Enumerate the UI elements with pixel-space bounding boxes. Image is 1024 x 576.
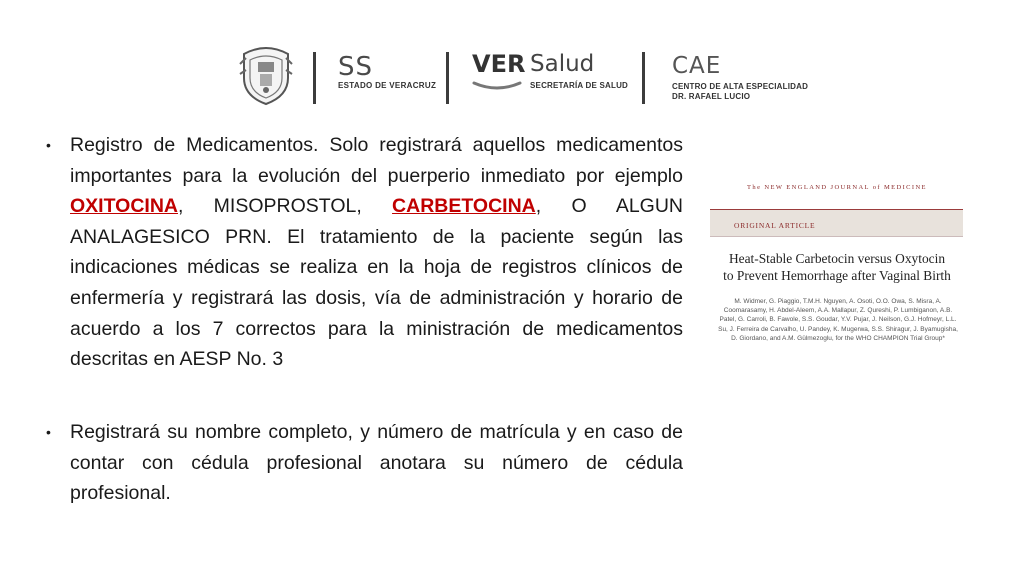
bullet-item-nurse-signature: Registrará su nombre completo, y número de matrícula y en caso de contar con cédula profesional anotara su número de cédula profesional. xyxy=(70,421,683,505)
bullet-item-medication-registry xyxy=(70,130,683,375)
nejm-article-image xyxy=(702,178,972,378)
article-title-line1: Heat-Stable Carbetocin versus Oxytocin xyxy=(728,251,946,266)
ver-logo-text: VER xyxy=(472,50,526,78)
cae-logo-line1: CENTRO DE ALTA ESPECIALIDAD xyxy=(672,82,809,91)
bullet-icon: • xyxy=(46,137,51,153)
article-title-line2: to Prevent Hemorrhage after Vaginal Birth xyxy=(723,268,951,283)
journal-name: The NEW ENGLAND JOURNAL of MEDICINE xyxy=(747,184,927,191)
ver-logo-subtitle: SECRETARÍA DE SALUD xyxy=(530,81,629,90)
veracruz-coat-of-arms-icon xyxy=(238,44,294,106)
section-label: ORIGINAL ARTICLE xyxy=(734,221,816,230)
bullet-text: Registro de Medicamentos. Solo registrará aquellos medicamentos importantes para la evolución del puerperio inmediato por ejemplo xyxy=(70,134,683,187)
ver-swoosh-icon xyxy=(472,80,522,92)
highlight-oxitocina: OXITOCINA xyxy=(70,195,178,218)
logo-divider xyxy=(313,52,316,104)
article-title xyxy=(702,250,972,284)
bullet-icon: • xyxy=(46,424,51,440)
section-banner xyxy=(710,209,963,237)
header-logos xyxy=(0,0,1024,120)
bullet-text: , MISOPROSTOL, xyxy=(177,195,393,218)
cae-logo-line2: DR. RAFAEL LUCIO xyxy=(672,92,751,101)
logo-divider xyxy=(446,52,449,104)
cae-logo-text: CAE xyxy=(672,53,722,79)
highlight-carbetocina: CARBETOCINA xyxy=(392,195,536,218)
salud-logo-text: Salud xyxy=(530,51,595,77)
ss-logo-subtitle: ESTADO DE VERACRUZ xyxy=(338,81,437,90)
bullet-text: , O ALGUN ANALAGESICO PRN. El tratamiento de la paciente según las indicaciones médicas se realiza en la hoja de registros clínicos de enfermería y registrará las dosis, vía de administración y horario de acuerdo a los 7 correctos para la ministración de medicamentos descritas en AESP No. 3 xyxy=(70,195,683,371)
article-authors: M. Widmer, G. Piaggio, T.M.H. Nguyen, A. Osoti, O.O. Owa, S. Misra, A. Coomarasamy, H. Abdel-Aleem, A.A. Mallapur, Z. Qureshi, P. Lumbiganon, A.B. Patel, G. Carroli, B. Fawole, S.S. Goudar, Y.V. Pujar, J. Neilson, G.J. Hofmeyr, L.L. Su, J. Ferreira de Carvalho, U. Pandey, K. Mugerwa, S.S. Shiragur, J. Byamugisha, D. Giordano, and A.M. Gülmezoglu, for the WHO CHAMPION Trial Group* xyxy=(718,298,958,342)
ss-logo-text: SS xyxy=(338,52,374,82)
logo-divider xyxy=(642,52,645,104)
